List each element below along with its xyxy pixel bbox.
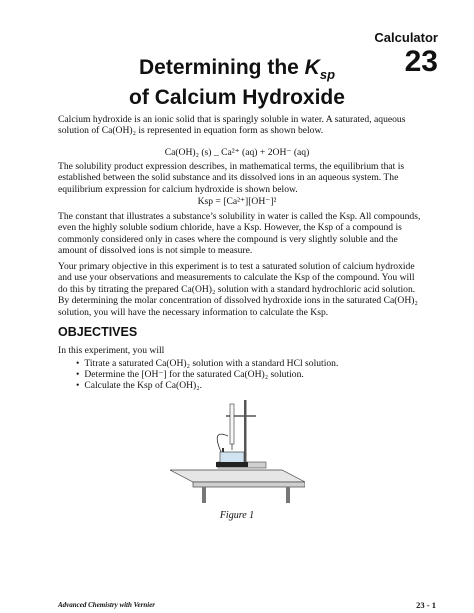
ksp-expression: Ksp = [Ca²⁺][OH⁻]² (197, 196, 277, 207)
footer-page-number: 23 - 1 (416, 600, 436, 610)
constant-paragraph: The constant that illustrates a substance’s solubility in water is called the Ksp. All compounds, even the highly soluble sodium chloride, have a Ksp. However, the Ksp of a compound is commonly considered only in cases where the compound is very slightly soluble and the amount of dissolved ions is not simple to measure. (58, 211, 421, 257)
footer-book-title: Advanced Chemistry with Vernier (58, 601, 156, 609)
bench-leg-right (286, 487, 290, 503)
section-label: Calculator (374, 30, 438, 45)
list-item: • Calculate the Ksp of Ca(OH)₂. (76, 380, 338, 391)
burette (230, 404, 234, 444)
title-line-1: Determining the $K_{sp}$ (138, 56, 336, 83)
intro-paragraph: Calcium hydroxide is an ionic solid that is sparingly soluble in water. A saturated, aqueous solution of Ca(OH)₂ is represented in equation form as shown below. (58, 114, 406, 137)
experiment-number: 23 (404, 45, 438, 78)
figure-caption: Figure 1 (219, 510, 255, 521)
dissociation-equation: Ca(OH)₂ (s) _ Ca²⁺ (aq) + 2OH⁻ (aq) (164, 147, 310, 158)
objectives-list (76, 358, 338, 392)
titration-apparatus-illustration (170, 398, 305, 503)
magnetic-stirrer (216, 462, 248, 467)
list-item: • Determine the [OH⁻] for the saturated Ca(OH)₂ solution. (76, 369, 338, 380)
bench-leg-left (202, 487, 206, 503)
title-line-2: of Calcium Hydroxide (129, 86, 345, 110)
titration-apparatus-figure (170, 398, 305, 508)
ring-stand-rod (244, 400, 247, 464)
objective-paragraph: Your primary objective in this experiment is to test a saturated solution of calcium hydroxide and use your observations and measurements to calculate the Ksp of the compound. You will do this by titrating the prepared Ca(OH)₂ solution with a standard hydrochloric acid solution. By determining the molar concentration of dissolved hydroxide ions in the saturated Ca(OH)₂ solution, you will have the necessary information to calculate the Ksp. (58, 261, 418, 318)
objectives-intro: In this experiment, you will (58, 345, 165, 356)
objectives-heading: OBJECTIVES (58, 325, 138, 339)
page-title (0, 56, 474, 109)
solubility-paragraph: The solubility product expression describes, in mathematical terms, the equilibrium that is established between the solid substance and its dissolved ions in an aqueous system. The equilibrium expression for calcium hydroxide is shown below. (58, 161, 405, 195)
list-item: • Titrate a saturated Ca(OH)₂ solution with a standard HCl solution. (76, 358, 338, 369)
lab-bench-top (170, 470, 305, 482)
lab-bench-edge (193, 482, 305, 487)
